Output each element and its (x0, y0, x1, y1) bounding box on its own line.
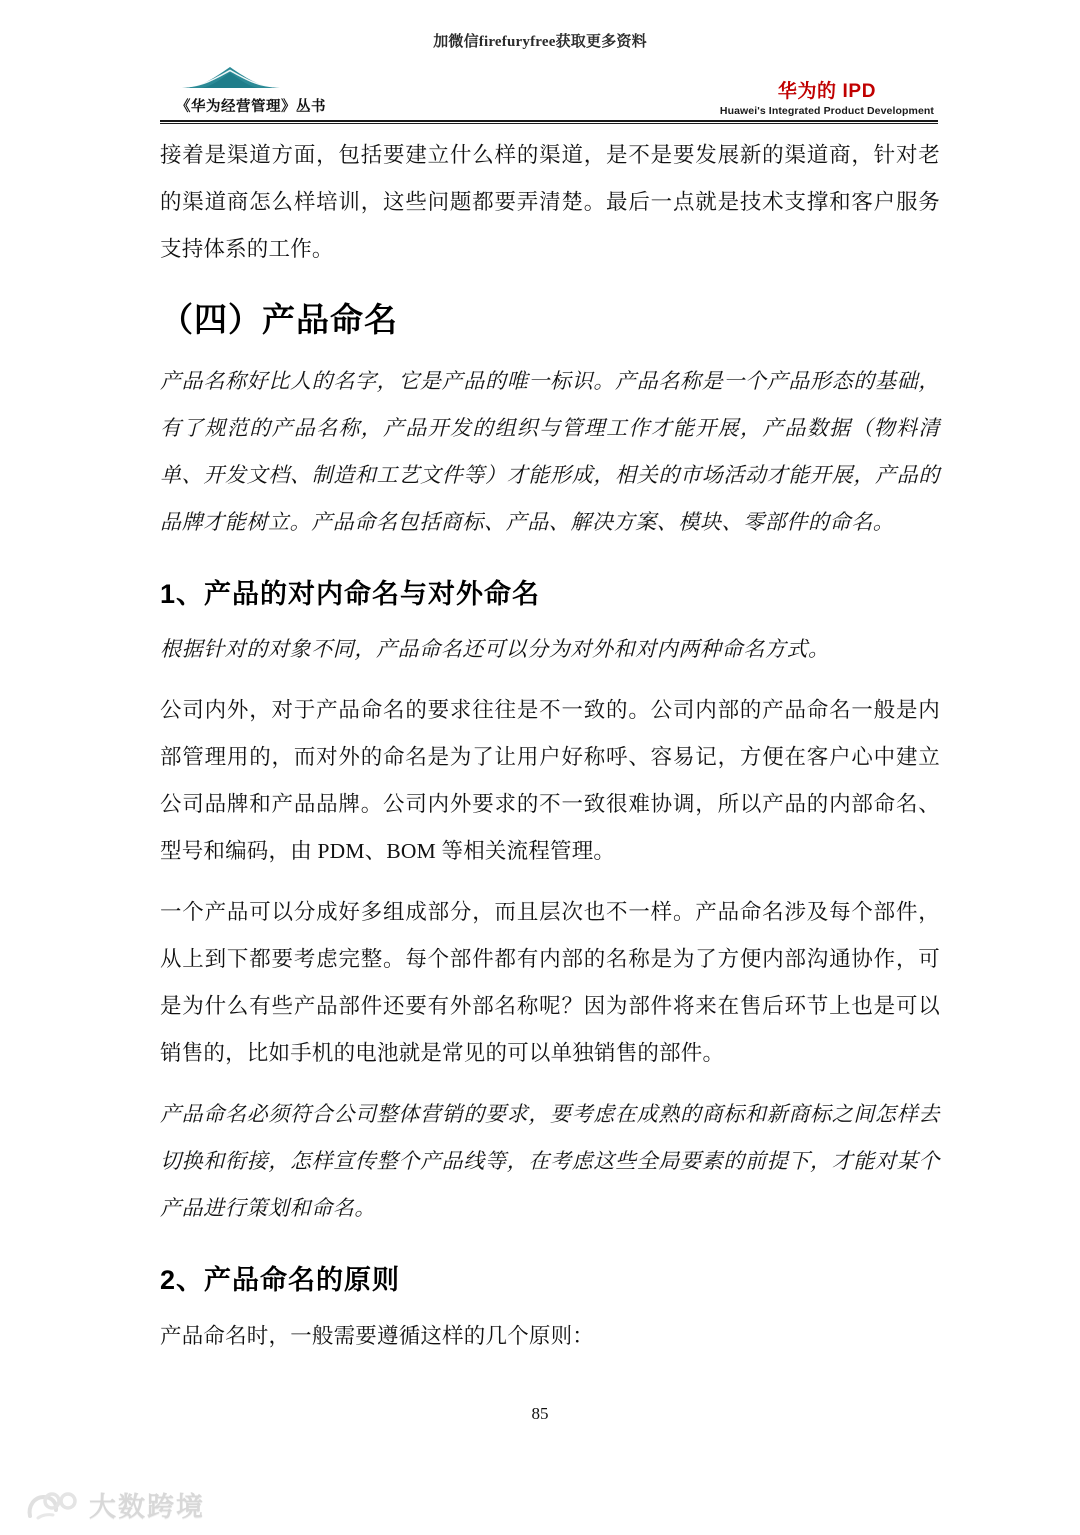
subsection-2-heading: 2、产品命名的原则 (160, 1265, 401, 1296)
subsection-1-paragraph-3: 一个产品可以分成好多组成部分，而且层次也不一样。产品命名涉及每个部件，从上到下都要考虑完整。每个部件都有内部的名称是为了方便内部沟通协作，可是为什么有些产品部件还要有外部名称呢？因为部件将来在售后环节上也是可以销售的，比如手机的电池就是常见的可以单独销售的部件。 (160, 900, 940, 1066)
dashu-kuajing-logo-icon (26, 1488, 82, 1527)
header-rule-divider (160, 120, 938, 124)
subsection-1-paragraph-4: 产品命名必须符合公司整体营销的要求，要考虑在成熟的商标和新商标之间怎样去切换和衔接，怎样宣传整个产品线等，在考虑这些全局要素的前提下，才能对某个产品进行策划和命名。 (160, 1102, 940, 1221)
document-content (160, 132, 940, 1374)
subsection-2-paragraph-1: 产品命名时，一般需要遵循这样的几个原则： (160, 1323, 595, 1348)
subsection-1-paragraph-2: 公司内外，对于产品命名的要求往往是不一致的。公司内部的产品命名一般是内部管理用的，而对外的命名是为了让用户好称呼、容易记，方便在客户心中建立公司品牌和产品品牌。公司内外要求的不一致很难协调，所以产品的内部命名、型号和编码，由 PDM、BOM 等相关流程管理。 (160, 698, 940, 864)
mountain-logo-icon (180, 63, 282, 94)
bottom-watermark-text: 大数跨境 (89, 1492, 205, 1522)
header-right-title: 华为的 IPD (777, 81, 877, 103)
header-left-block (176, 63, 326, 116)
section-intro-paragraph: 产品名称好比人的名字，它是产品的唯一标识。产品名称是一个产品形态的基础，有了规范的产品名称，产品开发的组织与管理工作才能开展，产品数据（物料清单、开发文档、制造和工艺文件等）才能形成，相关的市场活动才能开展，产品的品牌才能树立。产品命名包括商标、产品、解决方案、模块、零部件的命名。 (160, 368, 940, 534)
intro-paragraph: 接着是渠道方面，包括要建立什么样的渠道，是不是要发展新的渠道商，针对老的渠道商怎么样培训，这些问题都要弄清楚。最后一点就是技术支撑和客户服务支持体系的工作。 (160, 143, 940, 261)
header-right-subtitle: Huawei's Integrated Product Development (719, 105, 934, 117)
page-number: 85 (531, 1404, 549, 1423)
section-heading: （四）产品命名 (160, 301, 398, 338)
subsection-1-paragraph-1: 根据针对的对象不同，产品命名还可以分为对外和对内两种命名方式。 (160, 637, 830, 662)
top-watermark-text: 加微信firefuryfree获取更多资料 (433, 34, 647, 50)
page-header (160, 68, 938, 120)
bottom-watermark (26, 1488, 205, 1527)
subsection-1-heading: 1、产品的对内命名与对外命名 (160, 578, 541, 609)
header-left-label: 《华为经营管理》丛书 (176, 99, 326, 115)
header-right-block (720, 81, 934, 117)
